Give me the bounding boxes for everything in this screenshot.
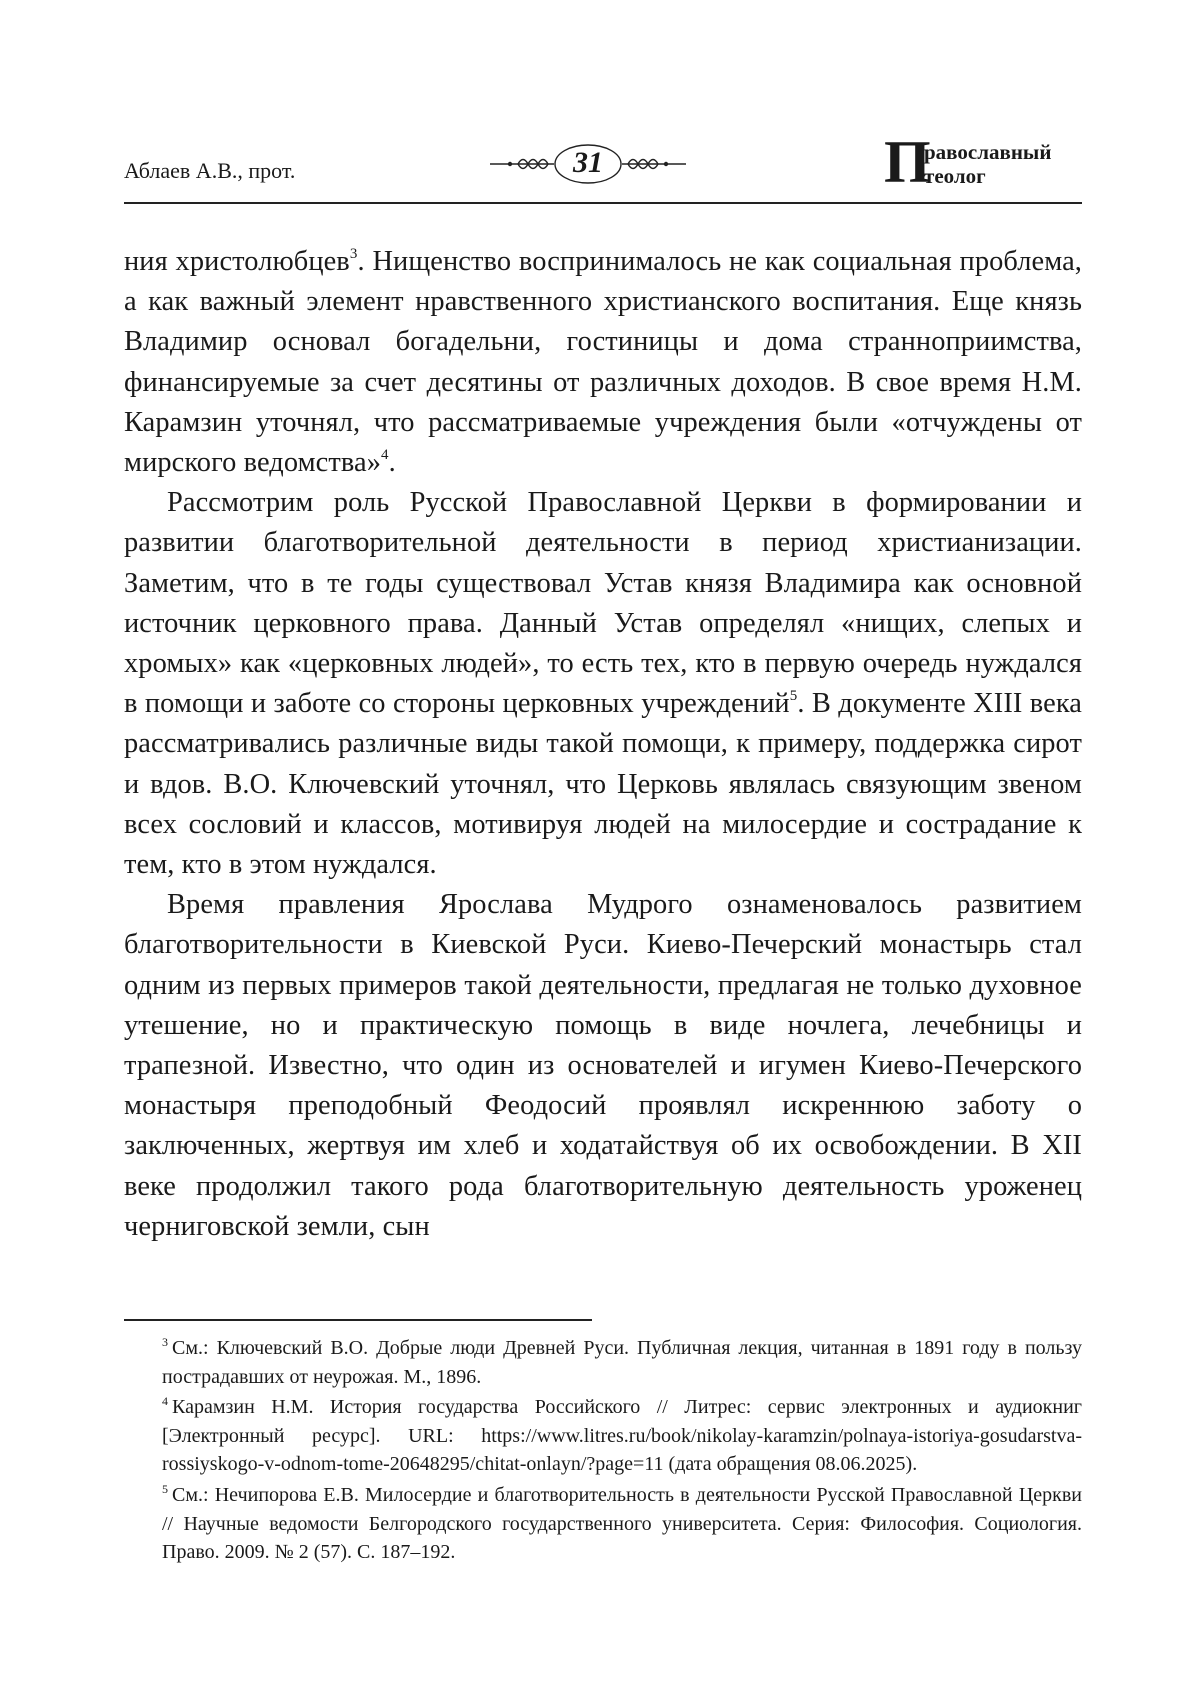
footnote-ref: 3 bbox=[349, 246, 358, 262]
running-head-author: Аблаев А.В., прот. bbox=[124, 158, 296, 183]
footnotes bbox=[124, 1334, 1082, 1569]
footnote-ref: 5 bbox=[789, 688, 798, 705]
page-number-ornament bbox=[488, 140, 688, 188]
footnote-ref: 4 bbox=[381, 447, 389, 464]
paragraph-3: Время правления Ярослава Мудрого ознаменовалось развитием благотворительности в Киевской Руси. Киево-Печерский монастырь стал одним из первых примеров такой деятельности, предлагая не только духовное утешение, но и практическую помощь в виде ночлега, лечебницы и трапезной. Известно, что один из основателей и игумен Киево-Печерского монастыря преподобный Феодосий проявлял искреннюю заботу о заключенных, жертвуя им хлеб и ходатайствуя об их освобождении. В XII веке продолжил такого рода благотворительную деятельность уроженец черниговской земли, сын bbox=[124, 889, 1082, 1242]
footnote-5: $^5$ См.: Нечипорова Е.В. Милосердие и благотворительность в деятельности Русской Православной Церкви // Научные ведомости Белгородского государственного университета. Серия: Философия. Социология. Право. 2009. № 2 (57). С. 187–192. bbox=[162, 1481, 1082, 1564]
footnote-4: $^4$ Карамзин Н.М. История государства Российского // Литрес: сервис электронных и аудиокниг [Электронный ресурс]. URL: https://www.litres.ru/book/nikolay-karamzin/polnaya-istoriya-gosudarstva-rossiyskogo-v-odnom-tome-20648295/chitat-onlayn/?page=11 (дата обращения 08.06.2025). bbox=[162, 1394, 1082, 1476]
header-divider bbox=[124, 202, 1082, 204]
journal-logo-line1: равославный bbox=[924, 140, 1052, 164]
footnote-divider bbox=[124, 1319, 592, 1321]
paragraph-1: ния христолюбцев$^3$. Нищенство воспринималось не как социальная проблема, а как важный элемент нравственного христианского воспитания. Еще князь Владимир основал богадельни, гостиницы и дома странноприимства, финансируемые за счет десятины от различных доходов. В свое время Н.М. Карамзин уточнял, что рассматриваемые учреждения были «отчуждены от мирского ведомства»$^4$. bbox=[124, 246, 1082, 479]
journal-logo-line2: теолог bbox=[924, 164, 986, 188]
page-header bbox=[124, 128, 1080, 204]
footnote-3: $^3$ См.: Ключевский В.О. Добрые люди Древней Руси. Публичная лекция, читанная в 1891 году в пользу пострадавших от неурожая. М., 1896. bbox=[162, 1335, 1082, 1388]
journal-logo-initial: П bbox=[884, 129, 931, 195]
main-text bbox=[124, 242, 1082, 1247]
journal-logo bbox=[884, 129, 1080, 195]
page-number: 31 bbox=[573, 146, 603, 179]
paragraph-2: Рассмотрим роль Русской Православной Церкви в формировании и развитии благотворительной деятельности в период христианизации. Заметим, что в те годы существовал Устав князя Владимира как основной источник церковного права. Данный Устав определял «нищих, слепых и хромых» как «церковных людей», то есть тех, кто в первую очередь нуждался в помощи и заботе со стороны церковных учреждений$^5$. В документе XIII века рассматривались различные виды такой помощи, к примеру, поддержка сирот и вдов. В.О. Ключевский уточнял, что Церковь являлась связующим звеном всех сословий и классов, мотивируя людей на милосердие и сострадание к тем, кто в этом нуждался. bbox=[124, 487, 1082, 881]
